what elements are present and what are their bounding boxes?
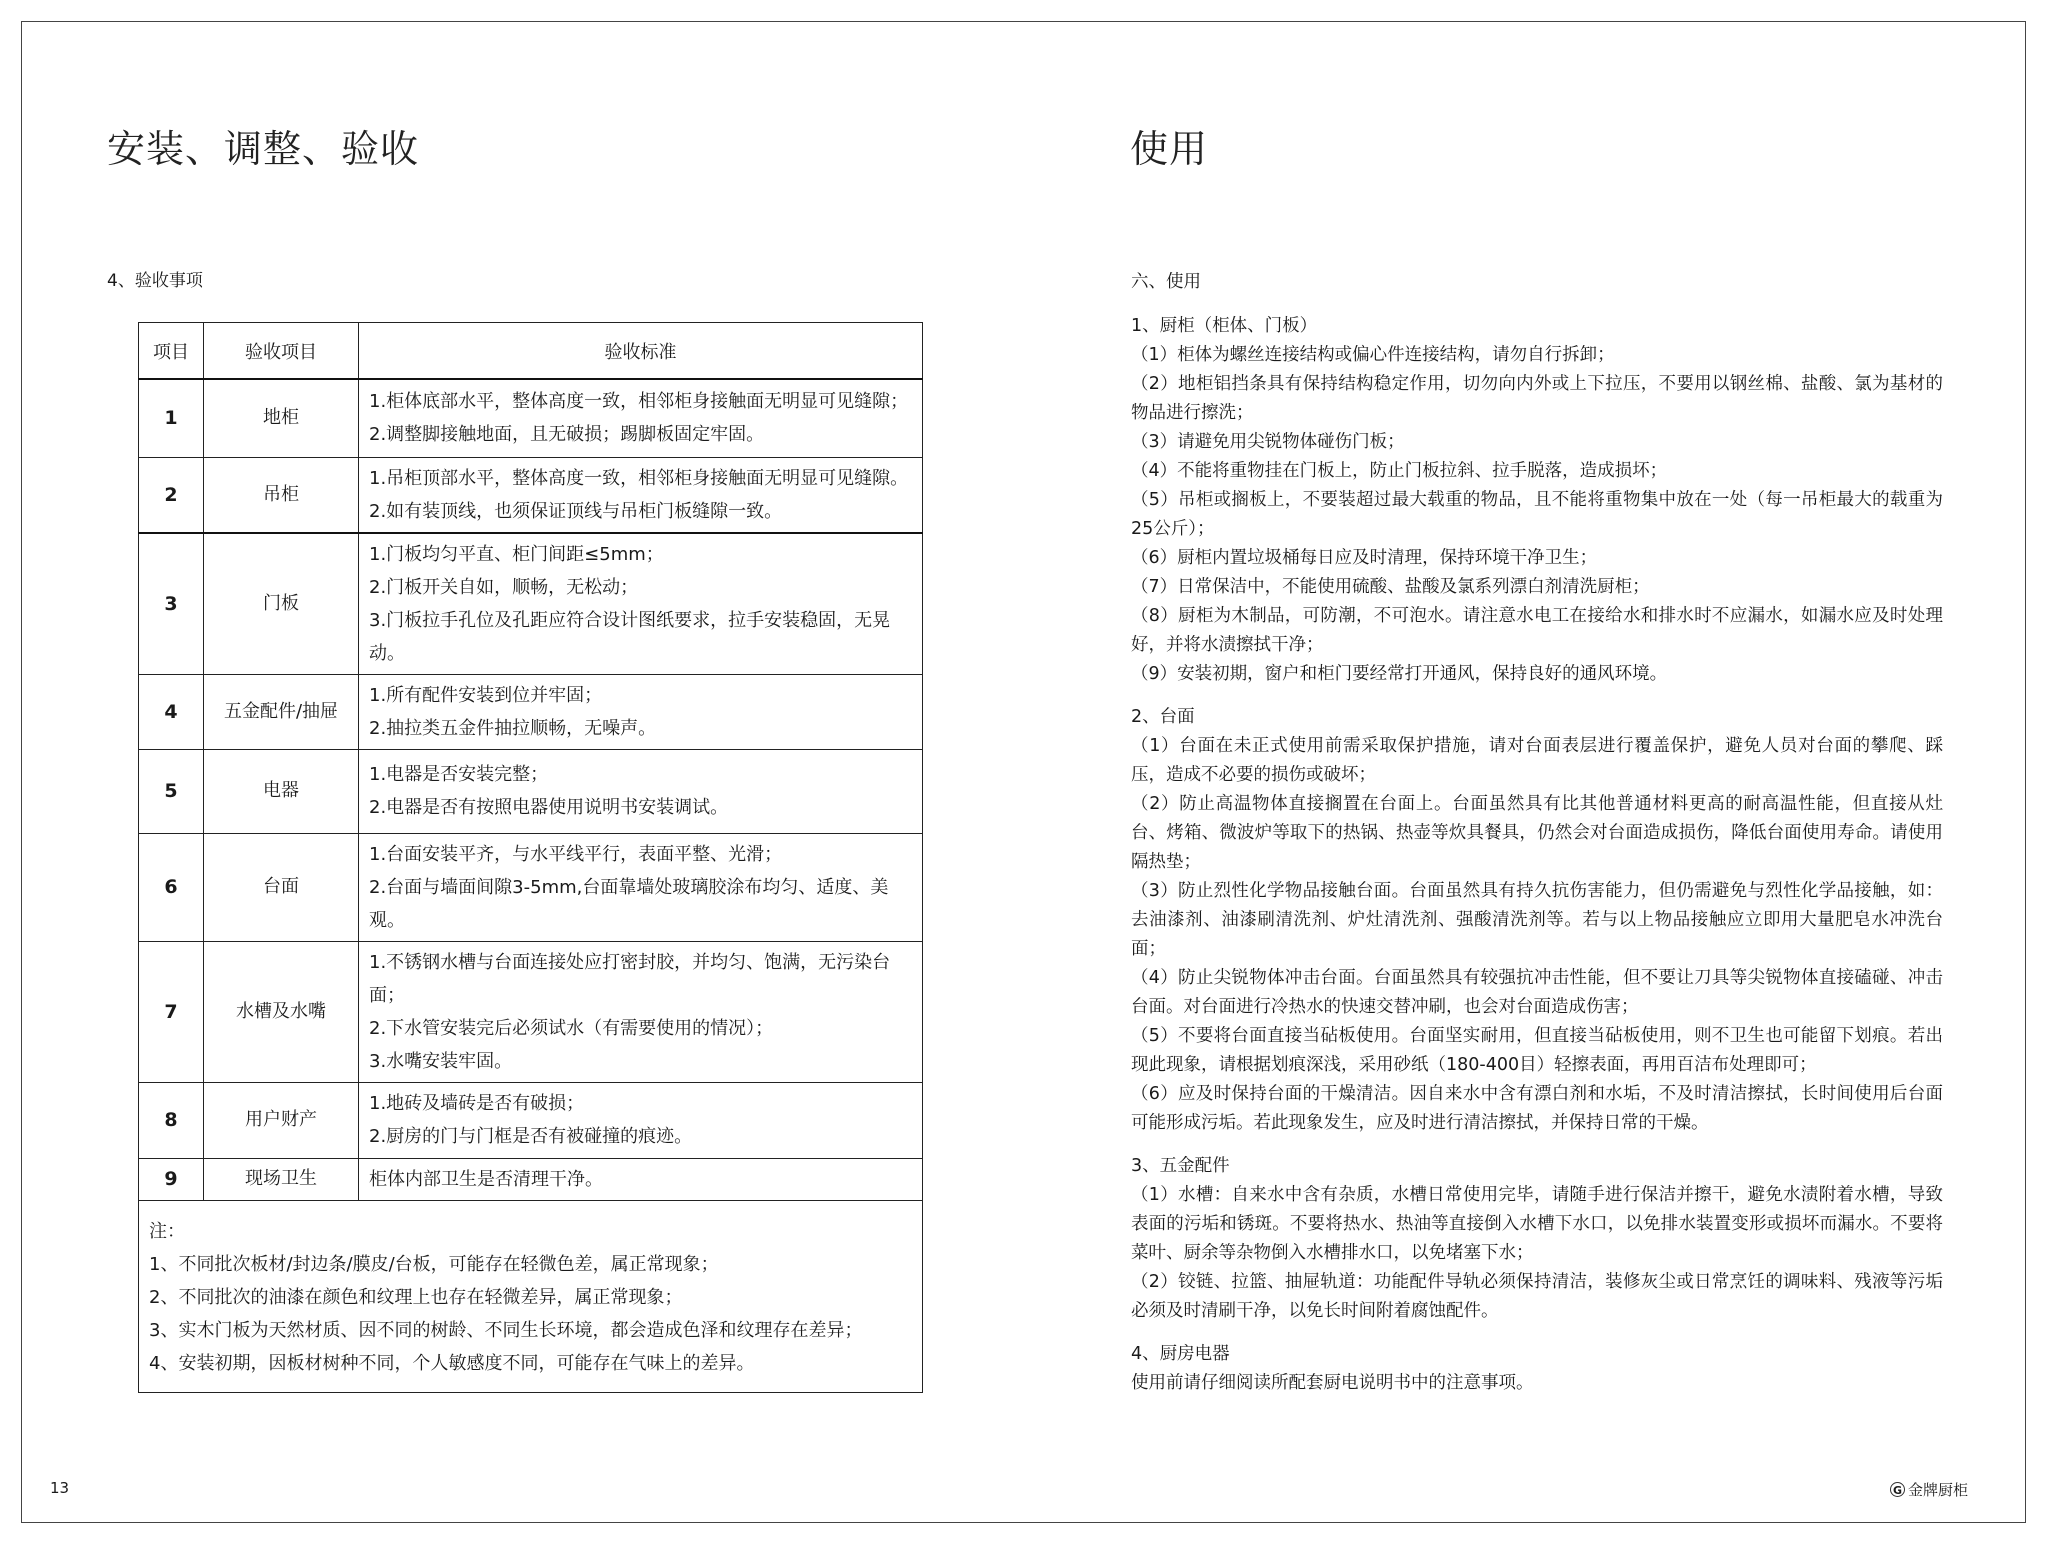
standard-line: 1.柜体底部水平，整体高度一致，相邻柜身接触面无明显可见缝隙； [369,391,909,413]
usage-subsection-heading: 4、厨房电器 [1131,1344,1230,1364]
standard-line: 1.电器是否安装完整； [369,764,549,785]
standard-line: 2.门板开关自如，顺畅，无松动； [369,576,639,598]
standard-line: 2.抽拉类五金件抽拉顺畅，无噪声。 [369,717,657,739]
row-number: 4 [139,674,204,749]
row-number: 6 [139,833,204,941]
usage-subsection-heading: 3、五金配件 [1131,1156,1230,1176]
row-number: 1 [139,379,204,457]
usage-item: 使用前请仔细阅读所配套厨电说明书中的注意事项。 [1131,1373,1534,1393]
usage-content [1131,268,1943,1398]
note-line: 2、不同批次的油漆在颜色和纹理上也存在轻微差异，属正常现象； [149,1286,683,1308]
note-line: 4、安装初期，因板材树种不同，个人敏感度不同，可能存在气味上的差异。 [149,1352,755,1374]
usage-item: （7）日常保洁中，不能使用硫酸、盐酸及氯系列漂白剂清洗厨柜； [1131,577,1650,597]
row-standard [359,379,923,457]
standard-line: 1.门板均匀平直、柜门间距≤5mm； [369,543,664,565]
standard-line: 2.调整脚接触地面，且无破损；踢脚板固定牢固。 [369,424,765,446]
note-line: 注： [149,1220,185,1242]
usage-item: （4）防止尖锐物体冲击台面。台面虽然具有较强抗冲击性能，但不要让刀具等尖锐物体直接磕碰、冲击台面。对台面进行冷热水的快速交替冲刷，也会对台面造成伤害； [1131,968,1943,1017]
standard-line: 1.不锈钢水槽与台面连接处应打密封胶，并均匀、饱满，无污染台面； [369,951,891,1006]
standard-line: 2.台面与墙面间隙3-5mm,台面靠墙处玻璃胶涂布均匀、适度、美观。 [369,876,889,931]
usage-item: （8）厨柜为木制品，可防潮，不可泡水。请注意水电工在接给水和排水时不应漏水，如漏水应及时处理好，并将水渍擦拭干净； [1131,606,1943,655]
notes-cell [139,1200,923,1392]
usage-item: （1）台面在未正式使用前需采取保护措施，请对台面表层进行覆盖保护，避免人员对台面的攀爬、踩压，造成不必要的损伤或破坏； [1131,736,1943,785]
standard-line: 柜体内部卫生是否清理干净。 [369,1168,603,1190]
usage-item: （5）不要将台面直接当砧板使用。台面坚实耐用，但直接当砧板使用，则不卫生也可能留下划痕。若出现此现象，请根据划痕深浅，采用砂纸（180-400目）轻擦表面，再用百洁布处理即可； [1131,1026,1943,1075]
standard-line: 3.水嘴安装牢固。 [369,1050,513,1072]
row-number: 3 [139,533,204,675]
standard-line: 1.地砖及墙砖是否有破损； [369,1093,585,1114]
usage-item: （3）请避免用尖锐物体碰伤门板； [1131,432,1405,452]
standard-line: 1.台面安装平齐，与水平线平行，表面平整、光滑； [369,843,783,865]
row-standard [359,1158,923,1200]
row-standard [359,749,923,833]
usage-item: （2）铰链、拉篮、抽屉轨道：功能配件导轨必须保持清洁，装修灰尘或日常烹饪的调味料、残液等污垢必须及时清刷干净，以免长时间附着腐蚀配件。 [1131,1272,1943,1321]
usage-item: （4）不能将重物挂在门板上，防止门板拉斜、拉手脱落，造成损坏； [1131,461,1668,481]
brand-logo [1890,1479,1968,1500]
table-row [139,379,923,457]
standard-line: 2.厨房的门与门框是否有被碰撞的痕迹。 [369,1126,693,1147]
row-standard [359,533,923,675]
usage-subsection-heading: 1、厨柜（柜体、门板） [1131,316,1318,336]
table-row [139,457,923,533]
usage-section-heading: 六、使用 [1131,272,1201,292]
logo-g-icon: G [1890,1482,1905,1497]
standard-line: 1.所有配件安装到位并牢固； [369,684,603,706]
note-line: 3、实木门板为天然材质、因不同的树龄、不同生长环境，都会造成色泽和纹理存在差异； [149,1319,863,1341]
table-row [139,1158,923,1200]
table-row [139,749,923,833]
row-item-name: 吊柜 [204,457,359,533]
header-acceptance-standard: 验收标准 [359,323,923,380]
row-number: 5 [139,749,204,833]
usage-item: （6）厨柜内置垃圾桶每日应及时清理，保持环境干净卫生； [1131,548,1598,568]
table-row [139,941,923,1082]
row-standard [359,1082,923,1158]
row-item-name: 电器 [204,749,359,833]
row-standard [359,674,923,749]
row-item-name: 现场卫生 [204,1158,359,1200]
row-item-name: 地柜 [204,379,359,457]
usage-item: （1）水槽：自来水中含有杂质，水槽日常使用完毕，请随手进行保洁并擦干，避免水渍附着水槽，导致表面的污垢和锈斑。不要将热水、热油等直接倒入水槽下水口，以免排水装置变形或损坏而漏水。不要将菜叶、厨余等杂物倒入水槽排水口，以免堵塞下水； [1131,1185,1943,1263]
page-number: 13 [50,1479,70,1497]
standard-line: 1.吊柜顶部水平，整体高度一致，相邻柜身接触面无明显可见缝隙。 [369,467,909,489]
row-item-name: 门板 [204,533,359,675]
standard-line: 2.电器是否有按照电器使用说明书安装调试。 [369,797,729,818]
row-item-name: 五金配件/抽屉 [204,674,359,749]
usage-item: （2）地柜铝挡条具有保持结构稳定作用，切勿向内外或上下拉压，不要用以钢丝棉、盐酸、氯为基材的物品进行擦洗； [1131,374,1943,423]
usage-item: （9）安装初期，窗户和柜门要经常打开通风，保持良好的通风环境。 [1131,664,1668,684]
row-item-name: 用户财产 [204,1082,359,1158]
note-line: 1、不同批次板材/封边条/膜皮/台板，可能存在轻微色差，属正常现象； [149,1253,719,1275]
header-item: 项目 [139,323,204,380]
row-item-name: 台面 [204,833,359,941]
usage-item: （6）应及时保持台面的干燥清洁。因自来水中含有漂白剂和水垢，不及时清洁擦拭，长时间使用后台面可能形成污垢。若此现象发生，应及时进行清洁擦拭，并保持日常的干燥。 [1131,1084,1943,1133]
table-row [139,833,923,941]
standard-line: 3.门板拉手孔位及孔距应符合设计图纸要求，拉手安装稳固，无晃动。 [369,609,891,664]
row-standard [359,457,923,533]
row-standard [359,833,923,941]
usage-item: （5）吊柜或搁板上，不要装超过最大载重的物品，且不能将重物集中放在一处（每一吊柜最大的载重为25公斤）； [1131,490,1943,539]
left-page-title: 安装、调整、验收 [107,127,420,171]
standard-line: 2.下水管安装完后必须试水（有需要使用的情况）； [369,1017,774,1039]
usage-item: （3）防止烈性化学物品接触台面。台面虽然具有持久抗伤害能力，但仍需避免与烈性化学品接触，如：去油漆剂、油漆刷清洗剂、炉灶清洗剂、强酸清洗剂等。若与以上物品接触应立即用大量肥皂水冲洗台面； [1131,881,1943,959]
table-row [139,1082,923,1158]
header-acceptance-item: 验收项目 [204,323,359,380]
row-number: 7 [139,941,204,1082]
notes-row [139,1200,923,1392]
acceptance-subtitle: 4、验收事项 [107,271,203,291]
row-item-name: 水槽及水嘴 [204,941,359,1082]
usage-item: （2）防止高温物体直接搁置在台面上。台面虽然具有比其他普通材料更高的耐高温性能，但直接从灶台、烤箱、微波炉等取下的热锅、热壶等炊具餐具，仍然会对台面造成损伤，降低台面使用寿命。请使用隔热垫； [1131,794,1943,872]
standard-line: 2.如有装顶线，也须保证顶线与吊柜门板缝隙一致。 [369,500,783,522]
logo-text: 金牌厨柜 [1908,1481,1969,1499]
acceptance-table [138,322,923,1393]
row-number: 8 [139,1082,204,1158]
usage-subsection-heading: 2、台面 [1131,707,1195,727]
table-row [139,674,923,749]
row-number: 2 [139,457,204,533]
right-page-title: 使用 [1130,127,1209,171]
row-number: 9 [139,1158,204,1200]
table-header-row [139,323,923,380]
row-standard [359,941,923,1082]
usage-item: （1）柜体为螺丝连接结构或偏心件连接结构，请勿自行拆卸； [1131,345,1615,365]
table-row [139,533,923,675]
